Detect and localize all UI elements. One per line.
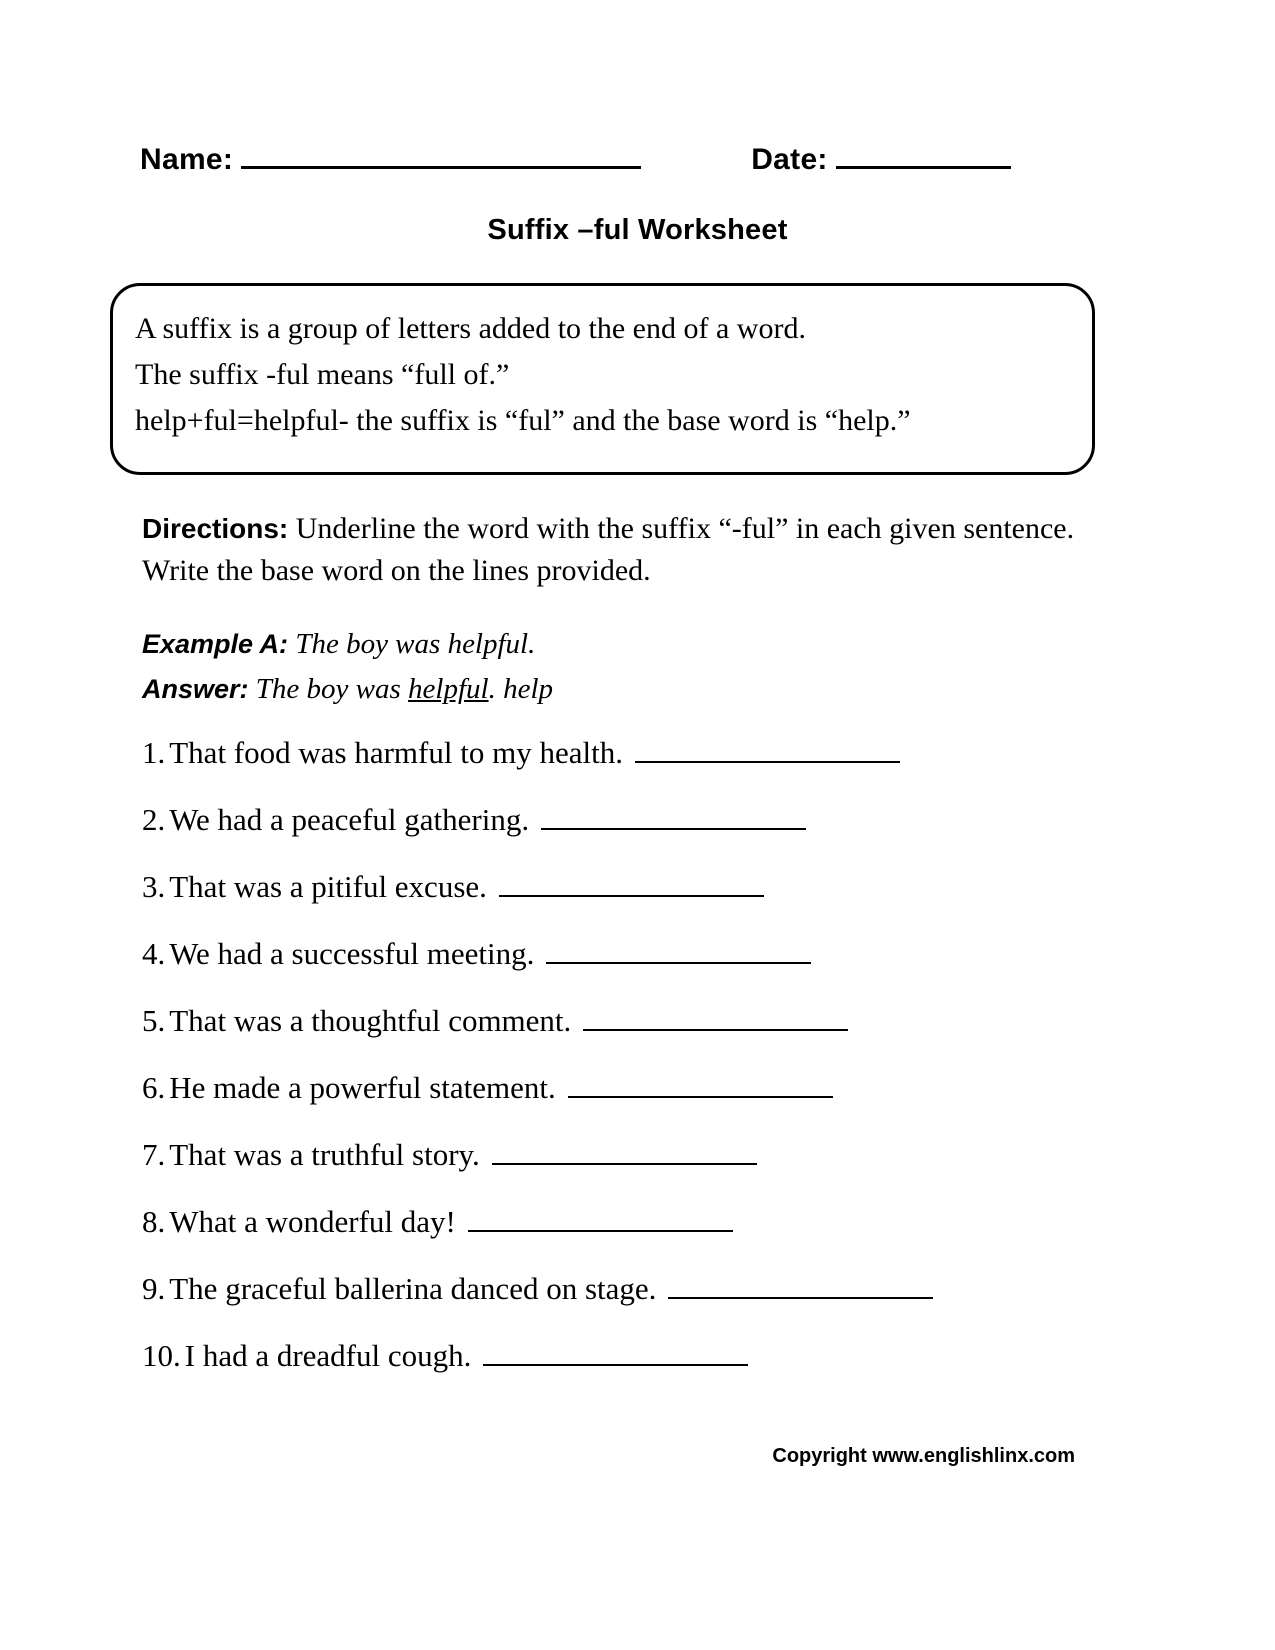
question-text: I had a dreadful cough. (184, 1338, 472, 1373)
question-list (142, 735, 1152, 1405)
definition-line-2: The suffix -ful means “full of.” (135, 358, 510, 391)
answer-blank[interactable] (546, 940, 811, 964)
answer-blank[interactable] (635, 739, 900, 763)
answer-blank[interactable] (668, 1275, 933, 1299)
question-number: 8. (142, 1204, 166, 1239)
question-row (142, 1070, 1152, 1137)
answer-blank[interactable] (568, 1074, 833, 1098)
answer-line (142, 667, 1142, 712)
answer-blank[interactable] (541, 806, 806, 830)
name-label: Name: (140, 143, 234, 176)
directions-text: Underline the word with the suffix “-ful” in each given sentence. Write the base word on the lines provided. (142, 512, 1075, 587)
date-label: Date: (751, 143, 828, 176)
question-number: 6. (142, 1070, 166, 1105)
page-title: Suffix –ful Worksheet (487, 214, 788, 246)
question-text: What a wonderful day! (169, 1204, 456, 1239)
directions (142, 508, 1142, 592)
question-number: 4. (142, 936, 166, 971)
question-row (142, 1204, 1152, 1271)
question-row (142, 936, 1152, 1003)
question-row (142, 1003, 1152, 1070)
question-row (142, 802, 1152, 869)
question-number: 10. (142, 1338, 181, 1373)
date-input-line[interactable] (836, 140, 1011, 169)
example-line (142, 622, 1142, 667)
answer-label: Answer: (142, 674, 249, 704)
example-block (142, 622, 1142, 712)
question-text: That was a pitiful excuse. (169, 869, 487, 904)
question-row (142, 869, 1152, 936)
question-number: 9. (142, 1271, 166, 1306)
question-text: The graceful ballerina danced on stage. (169, 1271, 657, 1306)
question-number: 1. (142, 735, 166, 770)
question-row (142, 1271, 1152, 1338)
answer-post-text: . help (488, 673, 554, 705)
question-row (142, 1137, 1152, 1204)
example-label: Example A: (142, 629, 289, 659)
question-text: That food was harmful to my health. (169, 735, 623, 770)
question-row (142, 735, 1152, 802)
question-text: We had a peaceful gathering. (169, 802, 530, 837)
question-text: He made a powerful statement. (169, 1070, 556, 1105)
answer-blank[interactable] (583, 1007, 848, 1031)
question-text: That was a truthful story. (169, 1137, 480, 1172)
question-row (142, 1338, 1152, 1405)
definition-box (110, 283, 1095, 475)
definition-line-1: A suffix is a group of letters added to the end of a word. (135, 312, 806, 345)
answer-blank[interactable] (483, 1342, 748, 1366)
header (140, 140, 1040, 177)
question-text: That was a thoughtful comment. (169, 1003, 572, 1038)
answer-blank[interactable] (492, 1141, 757, 1165)
question-number: 3. (142, 869, 166, 904)
directions-label: Directions: (142, 513, 289, 544)
definition-line-3: help+ful=helpful- the suffix is “ful” and the base word is “help.” (135, 404, 911, 437)
name-input-line[interactable] (241, 140, 641, 169)
question-number: 7. (142, 1137, 166, 1172)
answer-pre-text: The boy was (248, 673, 409, 705)
answer-blank[interactable] (499, 873, 764, 897)
answer-blank[interactable] (468, 1208, 733, 1232)
question-text: We had a successful meeting. (169, 936, 535, 971)
answer-underlined-word: helpful (408, 673, 489, 705)
copyright-footer: Copyright www.englishlinx.com (772, 1445, 1075, 1467)
question-number: 2. (142, 802, 166, 837)
question-number: 5. (142, 1003, 166, 1038)
example-sentence: The boy was helpful. (288, 628, 536, 660)
